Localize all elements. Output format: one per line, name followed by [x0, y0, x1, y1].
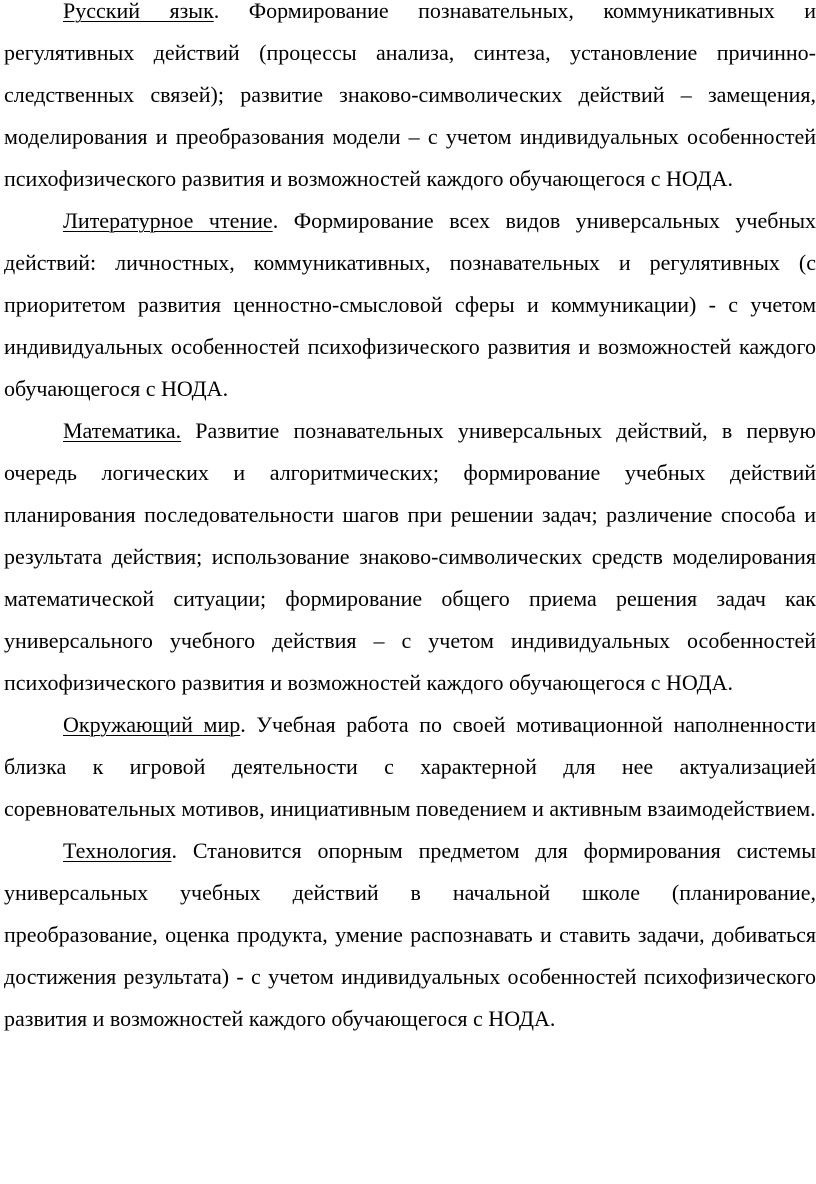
subject-punctuation: .: [213, 0, 220, 23]
subject-heading-technology: Технология: [63, 838, 172, 863]
paragraph-literary-reading: [4, 200, 816, 410]
subject-punctuation: .: [240, 712, 246, 737]
subject-punctuation: .: [272, 208, 279, 233]
paragraph-text: Формирование всех видов универсальных учебных действий: личностных, коммуникативных, познавательных и регулятивных (с приоритетом развития ценностно-смысловой сферы и коммуникации) - с учетом индивидуальных особенностей психофизического развития и возможностей каждого обучающегося с НОДА.: [4, 208, 816, 401]
paragraph-surrounding-world: [4, 704, 816, 830]
paragraph-text: Формирование познавательных, коммуникативных и регулятивных действий (процессы анализа, синтеза, установление причинно-следственных связей); развитие знаково-символических действий – замещения, моделирования и преобразования модели – с учетом индивидуальных особенностей психофизического развития и возможностей каждого обучающегося с НОДА.: [4, 0, 816, 191]
subject-heading-literary-reading: Литературное чтение: [63, 208, 273, 233]
paragraph-mathematics: [4, 410, 816, 704]
subject-heading-russian-language: Русский язык: [63, 0, 214, 23]
subject-heading-surrounding-world: Окружающий мир: [63, 712, 241, 737]
paragraph-technology: [4, 830, 816, 1040]
paragraph-russian-language: [4, 0, 816, 200]
paragraph-text: Развитие познавательных универсальных действий, в первую очередь логических и алгоритмических; формирование учебных действий планирования последовательности шагов при решении задач; различение способа и результата действия; использование знаково-символических средств моделирования математической ситуации; формирование общего приема решения задач как универсального учебного действия – с учетом индивидуальных особенностей психофизического развития и возможностей каждого обучающегося с НОДА.: [4, 418, 816, 695]
document-page: [4, 0, 816, 1040]
subject-heading-mathematics: Математика.: [63, 418, 182, 443]
subject-punctuation: .: [171, 838, 177, 863]
paragraph-text: Становится опорным предметом для формирования системы универсальных учебных действий в начальной школе (планирование, преобразование, оценка продукта, умение распознавать и ставить задачи, добиваться достижения результата) - с учетом индивидуальных особенностей психофизического развития и возможностей каждого обучающегося с НОДА.: [4, 838, 816, 1031]
paragraph-text: Учебная работа по своей мотивационной наполненности близка к игровой деятельности с характерной для нее актуализацией соревновательных мотивов, инициативным поведением и активным взаимодействием.: [4, 712, 816, 821]
